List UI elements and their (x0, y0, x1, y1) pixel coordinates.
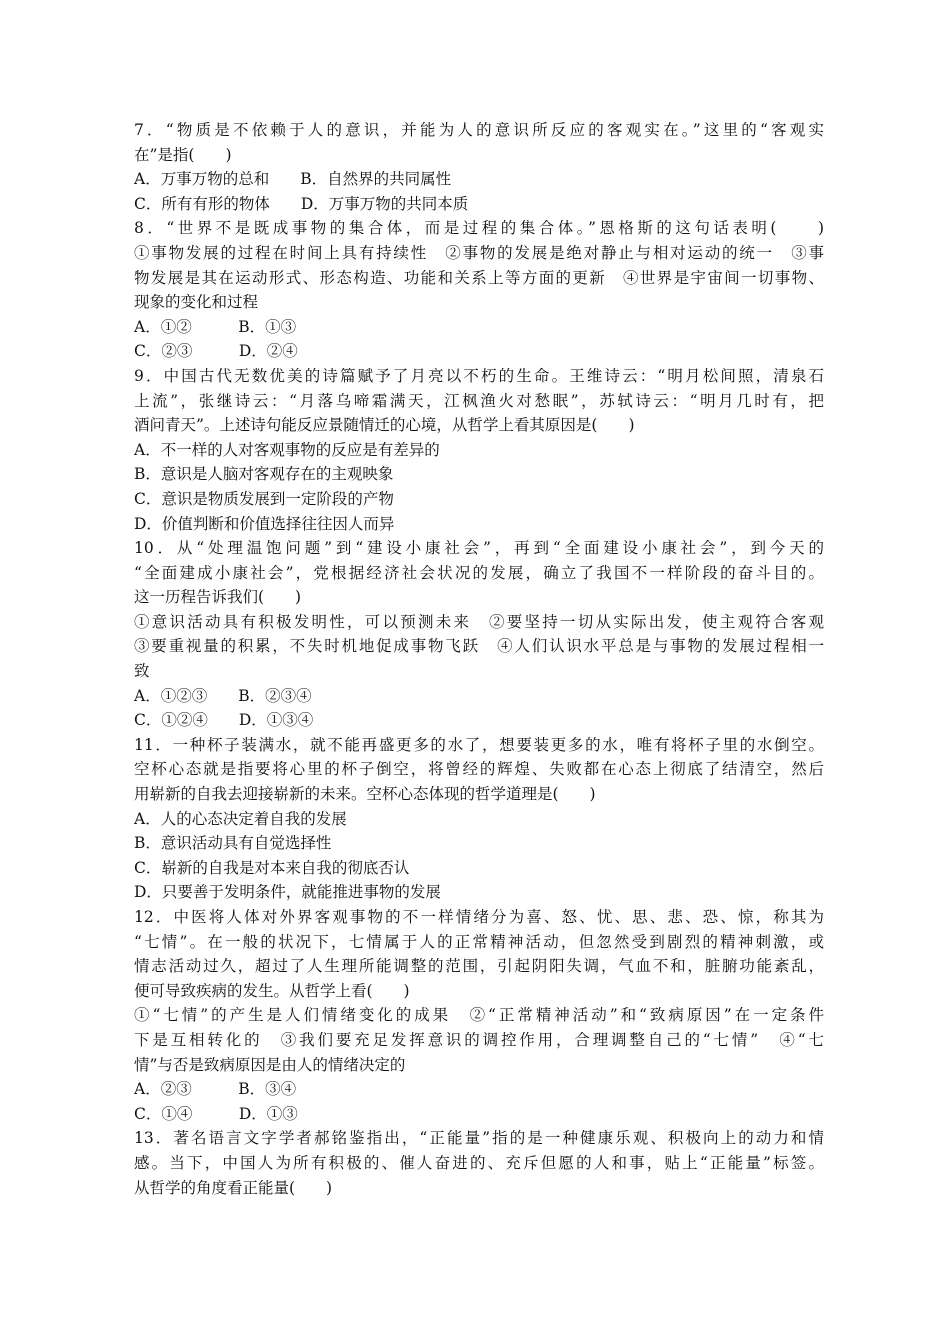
question-text-line: 下是互相转化的 ③我们要充足发挥意识的调控作用，合理调整自己的“七情” ④“七 (134, 1030, 824, 1049)
question-block (134, 536, 824, 733)
question-text-line: 7．“物质是不依赖于人的意识，并能为人的意识所反应的客观实在。”这里的“客观实 (134, 121, 824, 139)
answer-option: C．崭新的自我是对本来自我的彻底否认 (134, 858, 410, 877)
question-text-line: 上流”，张继诗云：“月落乌啼霜满天，江枫渔火对愁眠”，苏轼诗云：“明月几时有，把 (134, 391, 824, 410)
question-block (134, 1126, 824, 1200)
answer-option: C．意识是物质发展到一定阶段的产物 (134, 489, 394, 508)
question-text-line: ①意识活动具有积极发明性，可以预测未来 ②要坚持一切从实际出发，使主观符合客观 (134, 612, 824, 631)
answer-option: A．人的心态决定着自我的发展 (134, 809, 347, 828)
question-text-line: 致 (134, 662, 150, 681)
answer-option: A．①② B．①③ (134, 317, 297, 336)
question-text-line: 物发展是其在运动形式、形态构造、功能和关系上等方面的更新 ④世界是宇宙间一切事物、 (134, 268, 824, 287)
question-text-line: 这一历程告诉我们( ) (134, 588, 302, 607)
question-text-line: 在”是指( ) (134, 145, 232, 164)
answer-option: B．意识活动具有自觉选择性 (134, 834, 332, 853)
question-text-line: ③要重视量的积累，不失时机地促成事物飞跃 ④人们认识水平总是与事物的发展过程相一 (134, 637, 824, 656)
answer-option: D．价值判断和价值选择往往因人而异 (134, 514, 395, 533)
question-text-line: “七情”。在一般的状况下，七情属于人的正常精神活动，但忽然受到剧烈的精神刺激，或 (134, 932, 824, 951)
question-text-line: ①事物发展的过程在时间上具有持续性 ②事物的发展是绝对静止与相对运动的统一 ③事 (134, 243, 824, 262)
question-block (134, 905, 824, 1126)
answer-option: D．只要善于发明条件，就能推进事物的发展 (134, 883, 441, 902)
answer-option: A．②③ B．③④ (134, 1080, 297, 1099)
question-text-line: “全面建成小康社会”，党根据经济社会状况的发展，确立了我国不一样阶段的奋斗目的。 (134, 563, 824, 582)
question-text-line: ①“七情”的产生是人们情绪变化的成果 ②“正常精神活动”和“致病原因”在一定条件 (134, 1006, 824, 1025)
question-text-line: 情志活动过久，超过了人生理所能调整的范围，引起阴阳失调，气血不和，脏腑功能紊乱， (134, 957, 824, 976)
answer-option: A．不一样的人对客观事物的反应是有差异的 (134, 440, 440, 459)
answer-option: C．②③ D．②④ (134, 342, 298, 361)
question-text-line: 12．中医将人体对外界客观事物的不一样情绪分为喜、怒、忧、思、悲、恐、惊，称其为 (134, 908, 824, 926)
question-text-line: 从哲学的角度看正能量( ) (134, 1178, 333, 1197)
question-text-line: 8．“世界不是既成事物的集合体，而是过程的集合体。”恩格斯的这句话表明( ) (134, 219, 824, 238)
question-block (134, 364, 824, 536)
answer-option: A．①②③ B．②③④ (134, 686, 312, 705)
answer-option: B．意识是人脑对客观存在的主观映象 (134, 465, 394, 484)
question-text-line: 13．著名语言文字学者郝铭鉴指出，“正能量”指的是一种健康乐观、积极向上的动力和情 (134, 1129, 824, 1148)
question-text-line: 9．中国古代无数优美的诗篇赋予了月亮以不朽的生命。王维诗云：“明月松间照，清泉石 (134, 366, 824, 385)
question-text-line: 空杯心态就是指要将心里的杯子倒空，将曾经的辉煌、失败都在心态上彻底了结清空，然后 (134, 760, 824, 779)
document-page (134, 118, 824, 1200)
question-text-line: 便可导致疾病的发生。从哲学上看( ) (134, 981, 410, 1000)
question-text-line: 11．一种杯子装满水，就不能再盛更多的水了，想要装更多的水，唯有将杯子里的水倒空。 (134, 735, 824, 754)
answer-option: C．①②④ D．①③④ (134, 711, 314, 730)
question-text-line: 现象的变化和过程 (134, 293, 259, 312)
question-text-line: 酒问青天”。上述诗句能反应景随情迁的心境，从哲学上看其原因是( ) (134, 416, 635, 435)
answer-option: A．万事万物的总和 B．自然界的共同属性 (134, 170, 452, 189)
answer-option: C．所有有形的物体 D．万事万物的共同本质 (134, 194, 469, 213)
question-text-line: 10．从“处理温饱问题”到“建设小康社会”，再到“全面建设小康社会”，到今天的 (134, 539, 824, 558)
answer-option: C．①④ D．①③ (134, 1104, 298, 1123)
question-text-line: 情”与否是致病原因是由人的情绪决定的 (134, 1055, 406, 1074)
question-block (134, 733, 824, 905)
question-block (134, 216, 824, 364)
question-block (134, 118, 824, 216)
question-text-line: 用崭新的自我去迎接崭新的未来。空杯心态体现的哲学道理是( ) (134, 785, 596, 804)
question-text-line: 感。当下，中国人为所有积极的、催人奋进的、充斥但愿的人和事，贴上“正能量”标签。 (134, 1153, 824, 1172)
